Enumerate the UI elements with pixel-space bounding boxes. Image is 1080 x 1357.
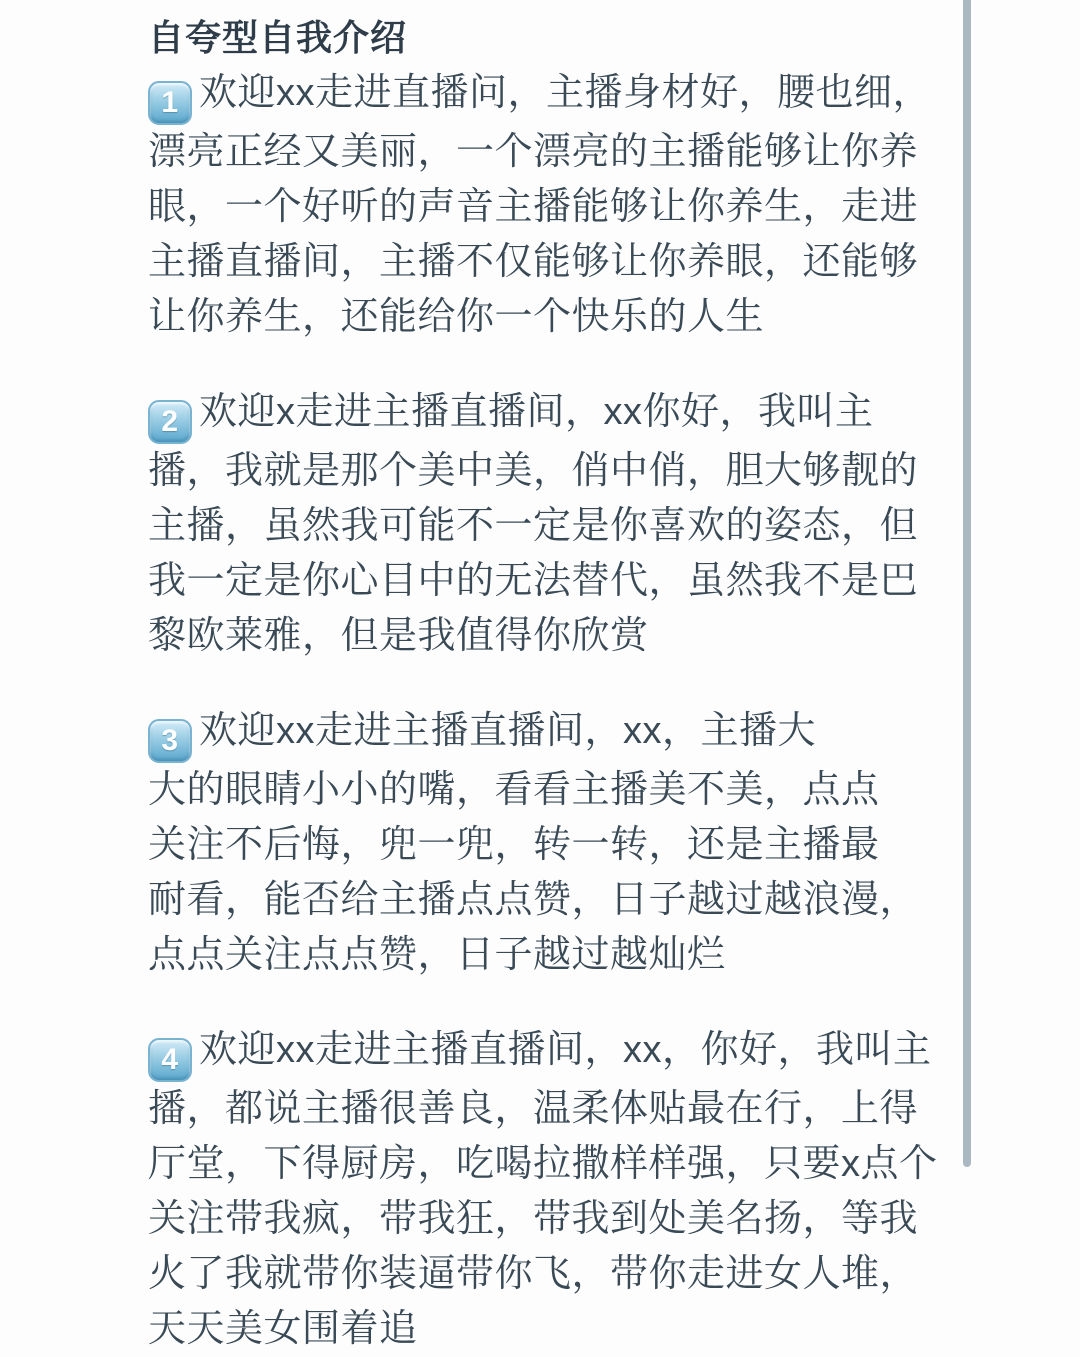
keycap-1-icon: 1: [148, 81, 192, 125]
keycap-2-icon: 2: [148, 400, 192, 444]
paragraph-line: [148, 385, 978, 444]
paragraph-line: 火了我就带你装逼带你飞，带你走进女人堆，: [148, 1253, 919, 1295]
paragraph-line: 漂亮正经又美丽，一个漂亮的主播能够让你养: [148, 131, 919, 173]
scrollbar-thumb[interactable]: [963, 0, 971, 1167]
paragraph-line: 主播，虽然我可能不一定是你喜欢的姿态，但: [148, 505, 919, 547]
script-paragraph-3: [148, 704, 978, 983]
paragraph-line: 播，我就是那个美中美，俏中俏，胆大够靓的: [148, 450, 919, 492]
paragraph-line: 黎欧莱雅，但是我值得你欣赏: [148, 615, 649, 657]
keycap-3-icon: 3: [148, 719, 192, 763]
paragraph-line: 播，都说主播很善良，温柔体贴最在行，上得: [148, 1088, 919, 1130]
paragraph-line-text: 欢迎xx走进直播问，主播身材好，腰也细，: [199, 72, 932, 114]
paragraph-line: [148, 1023, 978, 1082]
page-title: 自夸型自我介绍: [148, 17, 408, 58]
paragraph-line: 眼，一个好听的声音主播能够让你养生，走进: [148, 186, 919, 228]
paragraph-line: 我一定是你心目中的无法替代，虽然我不是巴: [148, 560, 919, 602]
paragraph-line: 让你养生，还能给你一个快乐的人生: [148, 296, 765, 338]
paragraph-line: 耐看，能否给主播点点赞，日子越过越浪漫，: [148, 879, 919, 921]
paragraph-line: 大的眼睛小小的嘴，看看主播美不美，点点: [148, 769, 880, 811]
paragraph-line: [148, 66, 978, 125]
script-paragraph-2: [148, 385, 978, 664]
paragraph-line: 关注不后悔，兜一兜，转一转，还是主播最: [148, 824, 880, 866]
paragraph-line-text: 欢迎x走进主播直播间，xx你好，我叫主: [199, 391, 874, 433]
paragraph-line-text: 欢迎xx走进主播直播间，xx，你好，我叫主: [199, 1029, 932, 1071]
paragraph-line: 天天美女围着追: [148, 1308, 418, 1350]
paragraph-line: 厅堂，下得厨房，吃喝拉撒样样强，只要x点个: [148, 1143, 938, 1185]
paragraph-line: 点点关注点点赞，日子越过越灿烂: [148, 934, 726, 976]
paragraph-line-text: 欢迎xx走进主播直播间，xx，主播大: [199, 710, 817, 752]
paragraph-line: [148, 704, 978, 763]
note-page: [148, 10, 978, 1357]
script-paragraph-1: [148, 66, 978, 345]
keycap-4-icon: 4: [148, 1038, 192, 1082]
paragraph-line: 主播直播间，主播不仅能够让你养眼，还能够: [148, 241, 919, 283]
script-paragraph-4: [148, 1023, 978, 1357]
paragraph-line: 关注带我疯，带我狂，带我到处美名扬，等我: [148, 1198, 919, 1240]
